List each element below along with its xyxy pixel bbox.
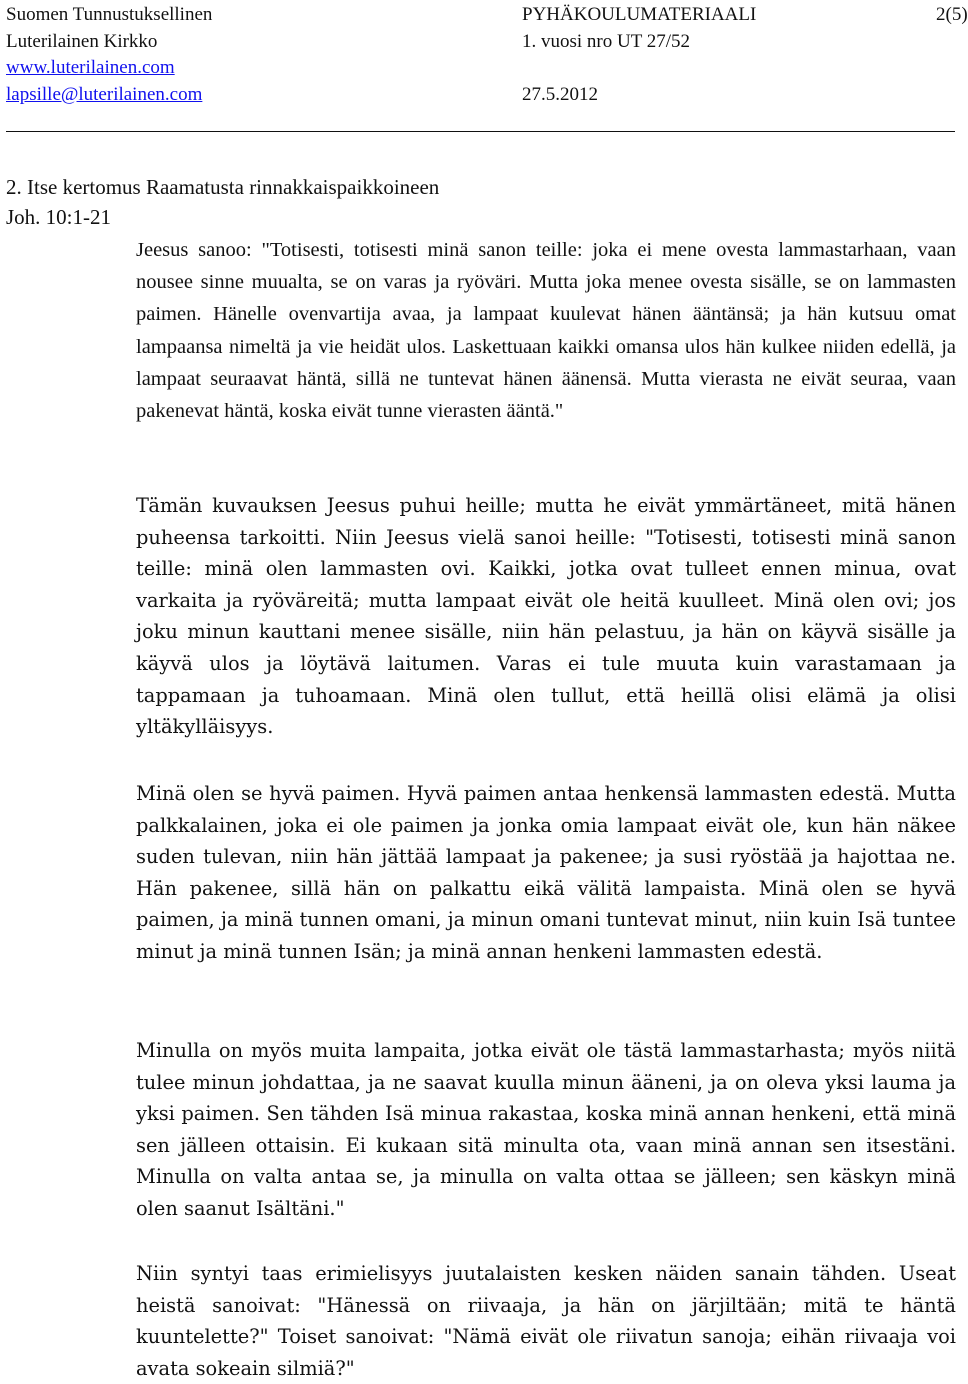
org-name-line2: Luterilainen Kirkko <box>6 30 158 52</box>
material-title: PYHÄKOULUMATERIAALI <box>522 4 757 25</box>
document-header <box>6 2 968 108</box>
scripture-paragraph-1: Jeesus sanoo: "Totisesti, totisesti minä sanon teille: joka ei mene ovesta lammastarhaan, vaan nousee sinne muualta, se on varas ja ryöväri. Mutta joka menee ovesta sisälle, se on lammasten paimen. Hänelle ovenvartija avaa, ja lampaat kuulevat hänen ääntänsä; ja hän kutsuu omat lampaansa nimeltä ja vie heidät ulos. Laskettuaan kaikki omansa ulos hän kulkee niiden edellä, ja lampaat seuraavat häntä, sillä ne tuntevat hänen äänensä. Mutta vierasta ne eivät seuraa, vaan pakenevat häntä, koska eivät tunne vierasten ääntä." <box>136 239 956 423</box>
scripture-paragraph-5: Niin syntyi taas erimielisyys juutalaisten kesken näiden sanain tähden. Useat heistä sanoivat: "Hänessä on riivaaja, ja hän on järjiltään; mitä te häntä kuuntelette?" Toiset sanoivat: "Nämä eivät ole riivatun sanoja; eihän riivaaja voi avata sokeain silmiä?" <box>136 1262 956 1380</box>
website-link[interactable]: www.luterilainen.com <box>6 57 175 78</box>
header-divider <box>6 131 955 132</box>
email-link[interactable]: lapsille@luterilainen.com <box>6 83 203 105</box>
issue-number: 1. vuosi nro UT 27/52 <box>522 30 691 52</box>
page-number: 2(5) <box>936 4 968 25</box>
section-title: 2. Itse kertomus Raamatusta rinnakkaispaikkoineen <box>6 175 440 199</box>
scripture-paragraph-3: Minä olen se hyvä paimen. Hyvä paimen antaa henkensä lammasten edestä. Mutta palkkalainen, joka ei ole paimen ja jonka omia lampaat eivät ole, kun hän näkee suden tulevan, niin hän jättää lampaat ja pakenee; ja susi ryöstää ja hajottaa ne. Hän pakenee, sillä hän on palkattu eikä välitä lampaista. Minä olen se hyvä paimen, ja minä tunnen omani, ja minun omani tuntevat minut, niin kuin Isä tuntee minut ja minä tunnen Isän; ja minä annan henkeni lammasten edestä. <box>136 782 956 963</box>
header-row-4 <box>6 82 956 109</box>
scripture-paragraph-2: Tämän kuvauksen Jeesus puhui heille; mutta he eivät ymmärtäneet, mitä hänen puheensa tarkoitti. Niin Jeesus vielä sanoi heille: "Totisesti, totisesti minä sanon teille: minä olen lammasten ovi. Kaikki, jotka ovat tulleet ennen minua, ovat varkaita ja ryöväreitä; mutta lampaat eivät ole heitä kuulleet. Minä olen ovi; jos joku minun kauttani menee sisälle, niin hän pelastuu, ja hän on käyvä sisälle ja käyvä ulos ja löytävä laitumen. Varas ei tule muuta kuin varastamaan ja tappamaan ja tuhoamaan. Minä olen tullut, että heillä olisi elämä ja olisi yltäkylläisyys. <box>136 494 956 739</box>
scripture-paragraph-4: Minulla on myös muita lampaita, jotka eivät ole tästä lammastarhasta; myös niitä tulee minun johdattaa, ja ne saavat kuulla minun ääneni, ja on oleva yksi lauma ja yksi paimen. Sen tähden Isä minua rakastaa, koska minä annan henkeni, että minä sen jälleen ottaisin. Ei kukaan sitä minulta ota, vaan minä annan sen itsestäni. Minulla on valta antaa se, ja minulla on valta ottaa se jälleen; sen käskyn minä olen saanut Isältäni." <box>136 1039 956 1220</box>
scripture-reference: Joh. 10:1-21 <box>6 205 111 229</box>
header-row-3 <box>6 55 956 82</box>
document-date: 27.5.2012 <box>522 83 598 105</box>
header-row-2 <box>6 29 956 56</box>
header-row-1 <box>6 2 968 29</box>
org-name-line1: Suomen Tunnustuksellinen <box>6 4 213 25</box>
section-heading <box>6 172 439 232</box>
